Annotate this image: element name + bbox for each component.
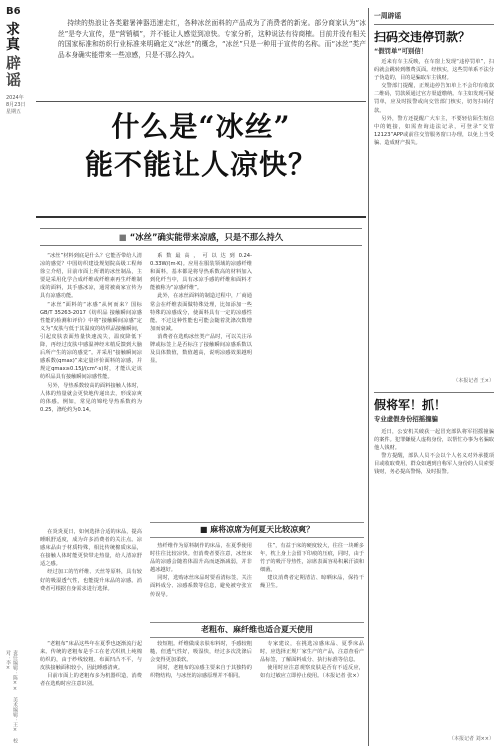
headline-line-1: 什么是“冰丝” xyxy=(111,110,291,143)
subheading xyxy=(40,228,362,246)
article-column-4: 热纤维作为原料制作的床品，在夏季使用时往往比较凉快。但消费者要注意，冰丝床品的凉感会随着体温升高而逐渐减弱，并非越冰越好。 同时，选购冰丝床品时要看清标签，关注面料成分、凉感系数等信息，避免被夸张宣传误导。 xyxy=(150,543,252,598)
rail-item-2-subtitle: 专业虚假身份招摇撞骗 xyxy=(374,415,438,423)
headline-line-2: 能不能让人凉快？ xyxy=(84,148,317,181)
article-column-5: 住”，有益于床的硬度较大，往往一块睡多年，枕上身上会留下印痕的压痕，同时，由于竹子的吸汗导热性，凉席表面容易积累汗渍和细菌。 建议消费者定期清洁、晾晒床品，保持干燥卫生。 xyxy=(260,543,364,590)
article-column-3: 在炎炎夏日，如何选择合适的床品，提高睡眠舒适度，成为许多消费者的关注点。凉感床品由于材质特殊，相比传统棉质床品，在接触人体时能更快带走热量，给人清凉舒适之感。 经过加工的竹纤维、天丝等原料，具有较好的吸湿透气性，也能提升床品的凉感。消费者可根据自身需求进行选择。 xyxy=(40,529,142,592)
article-column-8: 专家建议，在挑选凉感床品、夏季床品时，应选择正规厂家生产的产品，注意查看产品标签，了解面料成分、执行标准等信息。 使用时应注意观察皮肤是否有不适反应，如有过敏应立即停止使用。（本报记者 张×） xyxy=(260,641,364,680)
kicker-mahjong-mat: ■ 麻将凉席为何夏天比较凉爽？ xyxy=(150,522,364,538)
section-name: 求真 xyxy=(6,22,20,53)
article-column-7: 较短粗。纤维做成亲肤布料时，手感较粗糙，但透气性好，吸湿快，经过多次洗涤后会变得更加柔软。 同时，老粗布的凉感主要来自于其独特的织物结构，与冰丝的凉感原理并不相同。 xyxy=(150,641,252,680)
page-number: B6 xyxy=(6,6,21,17)
kicker-coarse-cloth: 老粗布、麻纤维也适合夏天使用 xyxy=(150,622,364,638)
square-bullet-icon: ■ xyxy=(118,232,127,242)
divider xyxy=(36,216,366,218)
article-column-1: “冰丝”材料到底是什么？它能否带给人清凉的感觉？中国纺织建设规划院高级工程师徐立介绍，目前市面上所谓的冰丝制品，主要是采用化学合成纤维或纤维素再生纤维制成的面料，其手感冰凉，通常被商家宣传为具有凉感功能。 “冰丝”面料的“冰感”从何而来？国标GB/T 35263-2017《纺织品 接触瞬间凉感性能的检测和评价》中将“接触瞬间凉感”定义为“皮肤与低于其温度的纺织品接触瞬间，引起皮肤表面热量快速流失，温度降低下降，再经过皮肤中感温神经末梢反馈到大脑后所产生的凉的感觉”。并采用“接触瞬间凉感系数(qmax)”来定量评价面料的凉感，并规定qmax≥0.15J/(cm²·s)时，才能认定该纺织品具有接触瞬间凉感性能。 另外，导热系数较高的面料接触人体时，人体的热量就会更快地传递出去，形成凉爽的体感。例如，常见的锦纶导热系数约为0.25，涤纶约为0.14。 xyxy=(40,253,142,413)
editor-credits: 责任编辑：陈×× 美术编辑：王× 校对：李× xyxy=(5,650,18,743)
rail-item-2-byline: （本报记者 刘××） xyxy=(449,736,494,742)
rail-item-1-subtitle: “假罚单”可别信！ xyxy=(374,47,428,55)
main-headline xyxy=(36,108,366,206)
article-column-6: “老粗布”床品这些年在夏季也逐渐流行起来。传统的老粗布是手工在老式织机上纯棉纺织的，由于纱线较粗、布面凹凸不平，与皮肤接触面积较小，因此睡感清爽。 目前市面上的老粗布多为机器织造，消费者在选购时应注意识别。 xyxy=(40,641,142,688)
column-divider xyxy=(368,8,369,746)
rail-section-label: 一周辟谣 xyxy=(374,12,402,20)
lede-paragraph: 持续的热浪让各类避暑神器迅速走红，各种冰丝面料的产品成为了消费者的新宠。部分商家认为“冰丝”是夸大宣传，是“营销稿”，并不能让人感觉到凉快。专家分析，这种说法有待商榷。目前并没有相关的国家标准和纺织行业标准来明确定义“冰丝”的概念，“冰丝”只是一种用于宣传的名称。而“冰丝”类产品本身确实能带来一些凉感，只是不那么持久。 xyxy=(58,19,366,59)
rail-item-2-body: 近日，公安机关破获一起冒充部队将军招摇撞骗的案件。犯罪嫌疑人虚构身份，以帮忙办事为名骗取他人钱财。 警方提醒，部队人员不会以个人名义对外承揽项目或收取费用，群众如遇到自称军人身份的人员索要钱财，务必提高警惕，及时报警。 xyxy=(374,429,494,476)
rail-item-1-byline: （本报记者 王×） xyxy=(453,378,494,384)
issue-date: 2024年 8月23日 星期五 xyxy=(6,95,26,115)
subheading-text: “冰丝”确实能带来凉感，只是不那么持久 xyxy=(129,232,284,242)
rail-item-1-title: 扫码交违停罚款？ xyxy=(374,30,471,44)
column-title: 辟谣 xyxy=(6,54,22,89)
masthead xyxy=(6,6,30,146)
rail-item-1-body: 近来有车主反映，在车窗上发现“违停罚单”，扫码就会跳转到缴费页面。经核实，这些罚单系不法分子伪造的，目的是骗取车主钱财。 交警部门提醒，正规违停告知单上不会印有收款二维码，罚款须通过官方渠道缴纳。车主如发现可疑罚单，应及时报警或向交管部门核实，切勿扫码付款。 另外，警方还提醒广大车主，不要轻信陌生短信中的链接，如需查询违法记录，可登录“交管12123”APP或前往交管服务窗口办理，以免上当受骗、造成财产损失。 xyxy=(374,59,494,146)
divider xyxy=(36,101,366,102)
divider xyxy=(374,24,494,25)
rail-item-2-title: 假将军！抓！ xyxy=(374,398,447,412)
article-column-2: 系数最高，可以达到0.24-0.33W/(m·K)。应用在服装领域的凉感纤维和面料，基本都是将导热系数高的材料加入到化纤当中，具有冰凉手感的纤维和面料才能被称为“凉感纤维”。 此外，在冰丝面料的制造过程中，厂商通常会在纤维表面做特殊处理，比如添加一些特殊的凉感成分，使面料具有一定的凉感性能。不过这种性能也可能会随着洗涤次数增加而衰减。 消费者在选购冰丝类产品时，可以关注吊牌或标签上是否标注了接触瞬间凉感系数以及具体数值，数值越高，说明凉感效果越明显。 xyxy=(150,253,252,365)
divider xyxy=(374,392,494,393)
